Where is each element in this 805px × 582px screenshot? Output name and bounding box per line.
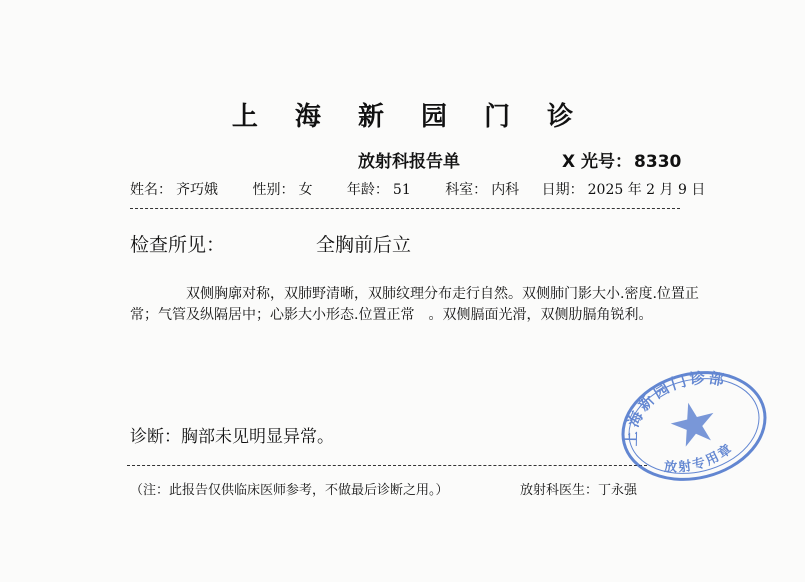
doctor-name: 丁永强 — [598, 483, 638, 498]
diagnosis-label: 诊断： — [130, 427, 181, 447]
xray-number: 8330 — [634, 152, 682, 172]
findings-text: 双侧胸廓对称，双肺野清晰，双肺纹理分布走行自然。双侧肺门影大小.密度.位置正常；气管及纵隔居中；心影大小形态.位置正常 。双侧膈面光滑，双侧肋膈角锐利。 — [130, 286, 699, 323]
stamp-text-bottom: 放射专用章 — [663, 441, 737, 476]
age-label: 年龄： — [346, 182, 389, 198]
xray-label: X 光号： — [562, 152, 633, 172]
disclaimer-note: （注：此报告仅供临床医师参考，不做最后诊断之用。） — [130, 483, 449, 498]
patient-sex: 女 — [298, 182, 313, 198]
svg-text:放射专用章 — [659, 439, 738, 481]
xray-number-line — [562, 147, 681, 172]
stamp-text-top: 上海新园门诊部 — [622, 368, 729, 447]
findings-header — [130, 230, 412, 257]
date-label: 日期： — [541, 182, 584, 198]
divider-bottom — [127, 465, 647, 466]
patient-dept: 内科 — [491, 182, 520, 198]
report-date: 2025 年 2 月 9 日 — [587, 182, 706, 198]
sex-label: 性别： — [252, 182, 295, 198]
patient-info-row — [130, 179, 709, 199]
patient-name: 齐巧娥 — [176, 182, 218, 198]
diagnosis-text: 胸部未见明显异常。 — [181, 427, 334, 447]
official-seal-stamp — [612, 366, 772, 484]
patient-age: 51 — [392, 182, 411, 198]
clinic-name: 上 海 新 园 门 诊 — [231, 102, 588, 132]
dept-label: 科室： — [445, 182, 488, 198]
footer — [130, 479, 638, 498]
diagnosis-line — [130, 422, 334, 447]
report-title: 放射科报告单 — [358, 152, 460, 172]
exam-type: 全胸前后立 — [316, 234, 412, 256]
doctor-label: 放射科医生： — [520, 483, 599, 498]
name-label: 姓名： — [130, 182, 172, 198]
svg-text:上海新园门诊部 — [612, 366, 741, 451]
findings-label: 检查所见： — [130, 234, 226, 256]
divider-top — [130, 208, 680, 209]
